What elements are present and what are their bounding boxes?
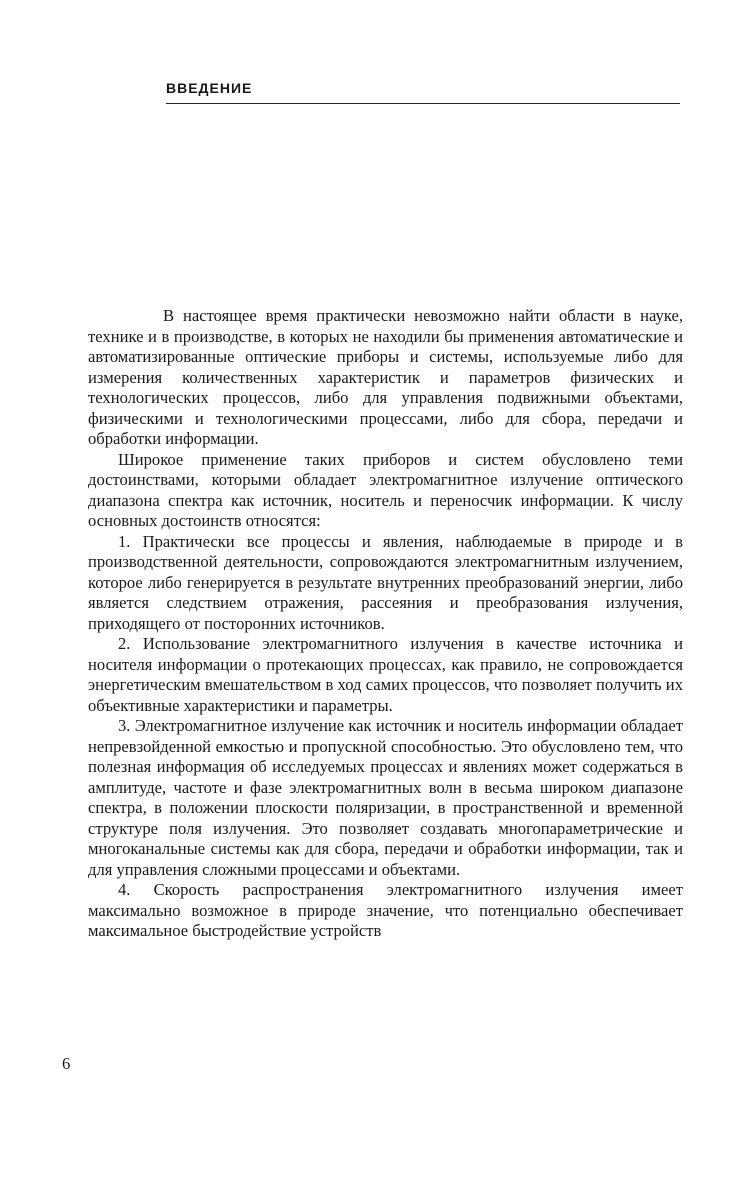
paragraph-item-1: 1. Практически все процессы и явления, наблюдаемые в природе и в производственной деятельности, сопровождаются электромагнитным излучением, которое либо генерируется в результате внутренних преобразований энергии, либо является следствием отражения, рассеяния и преобразования излучения, приходящего от посторонних источников. <box>88 531 683 633</box>
paragraph-item-2: 2. Использование электромагнитного излучения в качестве источника и носителя информации о протекающих процессах, как правило, не сопровождается энергетическим вмешательством в ход самих процессов, что позволяет получить их объективные характеристики и параметры. <box>88 634 683 715</box>
body-text <box>88 306 683 942</box>
paragraph-intro: В настоящее время практически невозможно найти области в науке, технике и в производстве, в которых не находили бы применения автоматические и автоматизированные оптические приборы и системы, используемые либо для измерения количественных характеристик и параметров физических и технологических процессов, либо для управления подвижными объектами, физическими и технологическими процессами, либо для сбора, передачи и обработки информации. <box>88 306 683 448</box>
paragraph-advantages: Широкое применение таких приборов и систем обусловлено теми достоинствами, которыми обладает электромагнитное излучение оптического диапазона спектра как источник, носитель и переносчик информации. К числу основных достоинств относятся: <box>88 449 683 530</box>
paragraph-item-3: 3. Электромагнитное излучение как источник и носитель информации обладает непревзойденной емкостью и пропускной способностью. Это обусловлено тем, что полезная информация об исследуемых процессах и явлениях может содержаться в амплитуде, частоте и фазе электромагнитных волн в весьма широком диапазоне спектра, в положении плоскости поляризации, в пространственной и временной структуре поля излучения. Это позволяет создавать многопараметрические и многоканальные системы как для сбора, передачи и обработки информации, так и для управления сложными процессами и объектами. <box>88 716 683 879</box>
paragraph-item-4: 4. Скорость распространения электромагнитного излучения имеет максимально возможное в природе значение, что потенциально обеспечивает максимальное быстродействие устройств <box>88 880 683 940</box>
page-number: 6 <box>62 1054 71 1073</box>
section-heading: ВВЕДЕНИЕ <box>166 80 253 96</box>
heading-rule <box>166 103 680 104</box>
